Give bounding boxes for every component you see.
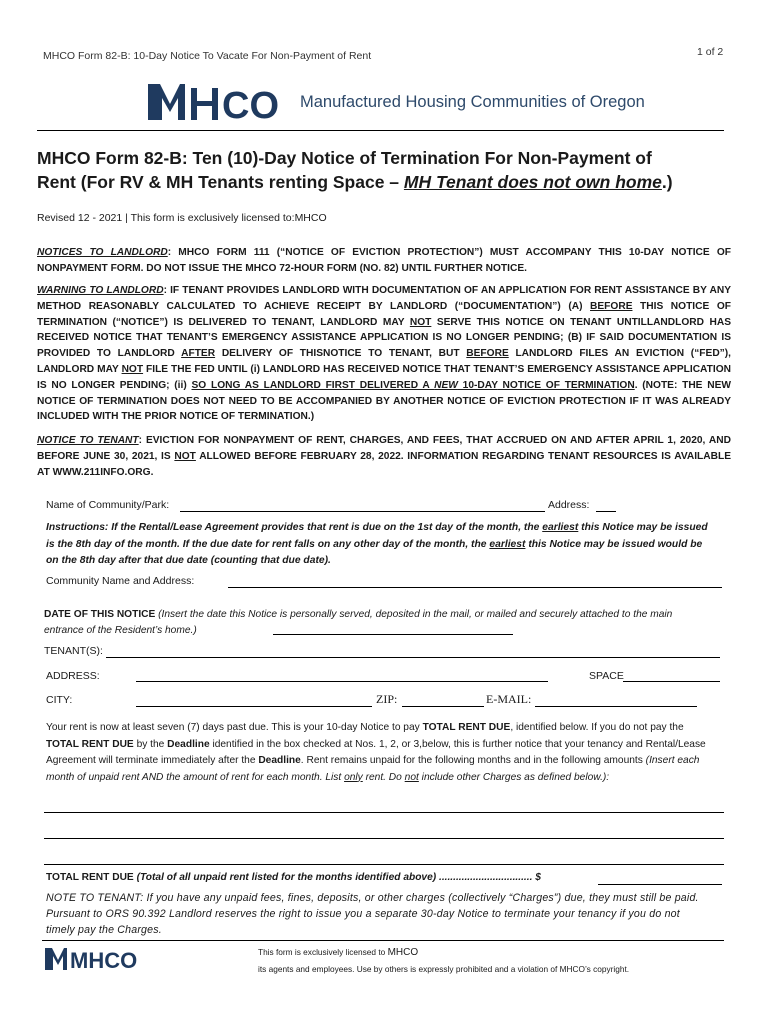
total-rent-due-field[interactable] [598, 884, 722, 885]
revised-line: Revised 12 - 2021 | This form is exclusively licensed to:MHCO [37, 212, 327, 224]
instructions: Instructions: If the Rental/Lease Agreement provides that rent is due on the 1st day of the month, the earliest this Notice may be issued is the 8th day of the month. If the due date for rent falls on any other day of the month, the earliest this Notice may be issued would be on the 8th day after that due date (counting that due date). [46, 522, 708, 566]
community-name-address-label: Community Name and Address: [46, 575, 195, 587]
unpaid-rent-line-3[interactable] [44, 864, 724, 865]
zip-label: ZIP: [376, 692, 398, 706]
org-name: Manufactured Housing Communities of Oregon [300, 93, 645, 111]
community-name-address-field[interactable] [228, 587, 722, 588]
unpaid-rent-line-2[interactable] [44, 838, 724, 839]
page-number: 1 of 2 [697, 46, 724, 58]
page-title [37, 146, 737, 194]
community-park-field[interactable] [180, 511, 545, 512]
zip-field[interactable] [402, 706, 484, 707]
notice-to-tenant: NOTICE TO TENANT: EVICTION FOR NONPAYMENT OF RENT, CHARGES, AND FEES, THAT ACCRUED ON AND AFTER APRIL 1, 2020, AND BEFORE JUNE 30, 2021, IS NOT ALLOWED BEFORE FEBRUARY 28, 2022. INFORMATION REGARDING TENANT RESOURCES IS AVAILABLE AT WWW.211INFO.ORG. [37, 435, 732, 478]
tenants-label: TENANT(S): [44, 645, 103, 657]
address-field[interactable] [136, 681, 548, 682]
city-field[interactable] [136, 706, 372, 707]
svg-text:CO: CO [222, 85, 279, 124]
footer-rule [42, 940, 724, 941]
footer-logo [44, 946, 144, 972]
notice-to-landlord: NOTICES TO LANDLORD: MHCO FORM 111 (“NOTICE OF EVICTION PROTECTION”) MUST ACCOMPANY THIS 10-DAY NOTICE OF NONPAYMENT FORM. DO NOT ISSUE THE MHCO 72-HOUR FORM (NO. 82) UNTIL FURTHER NOTICE. [37, 247, 731, 274]
address-short-field[interactable] [596, 511, 616, 512]
email-label: E-MAIL: [486, 692, 532, 706]
footer-license-line-1: This form is exclusively licensed to MHCO [258, 947, 419, 958]
space-label: SPACE [589, 670, 624, 682]
footer-license [258, 944, 728, 978]
title-line-1: MHCO Form 82-B: Ten (10)-Day Notice of Termination For Non-Payment of [37, 148, 652, 168]
unpaid-rent-line-1[interactable] [44, 812, 724, 813]
footer-logo-mark [44, 946, 144, 972]
form-reference: MHCO Form 82-B: 10-Day Notice To Vacate For Non-Payment of Rent [43, 50, 372, 62]
email-field[interactable] [535, 706, 697, 707]
title-line-2: Rent (For RV & MH Tenants renting Space – MH Tenant does not own home.) [37, 172, 673, 192]
rent-due-paragraph: Your rent is now at least seven (7) days past due. This is your 10-day Notice to pay TOTAL RENT DUE, identified below. If you do not pay the TOTAL RENT DUE by the Deadline identified in the box checked at Nos. 1, 2, or 3,below, this is further notice that your tenancy and Rental/Lease Agreement will terminate immediately after the Deadline. Rent remains unpaid for the following months and in the following amounts (Insert each month of unpaid rent AND the amount of rent for each month. List only rent. Do not include other Charges as defined below.): [46, 722, 706, 783]
footer-logo-text: MHCO [70, 948, 138, 972]
header-rule [37, 130, 724, 131]
total-rent-due: TOTAL RENT DUE (Total of all unpaid rent listed for the months identified above) ................................. $ [46, 872, 541, 883]
address-short-label: Address: [548, 499, 590, 511]
mhco-logo [146, 82, 286, 124]
date-of-notice: DATE OF THIS NOTICE (Insert the date this Notice is personally served, deposited in the mail, or mailed and securely attached to the main entrance of the Resident’s home.) [44, 609, 673, 636]
space-field[interactable] [623, 681, 720, 682]
mhco-logo-mark [146, 82, 286, 124]
tenants-field[interactable] [106, 657, 720, 658]
city-label: CITY: [46, 694, 73, 706]
date-of-notice-field[interactable] [273, 634, 513, 635]
address-label: ADDRESS: [46, 670, 100, 682]
note-to-tenant: NOTE TO TENANT: If you have any unpaid fees, fines, deposits, or other charges (collectively “Charges”) due, they must still be paid. Pursuant to ORS 90.392 Landlord reserves the right to issue you a separate 30-day Notice to terminate your tenancy if you do not timely pay the Charges. [46, 892, 699, 936]
community-park-label: Name of Community/Park: [46, 499, 170, 511]
warning-to-landlord: WARNING TO LANDLORD: IF TENANT PROVIDES LANDLORD WITH DOCUMENTATION OF AN APPLICATION FOR RENT ASSISTANCE BY ANY METHOD REASONABLY CALCULATED TO ACHIEVE RECEIPT BY LANDLORD (“DOCUMENTATION”) (A) BEFORE THIS NOTICE OF TERMINATION (“NOTICE”) IS DELIVERED TO TENANT, LANDLORD MAY NOT SERVE THIS NOTICE ON TENANT UNTILLANDLORD HAS RECEIVED NOTICE THAT TENANT’S EMERGENCY ASSISTANCE APPLICATION IS NO LONGER PENDING; (B) IF SAID DOCUMENTATION IS PROVIDED TO LANDLORD AFTER DELIVERY OF THISNOTICE TO TENANT, BUT BEFORE LANDLORD FILES AN EVICTION (“FED”), LANDLORD MAY NOT FILE THE FED UNTIL (i) LANDLORD HAS RECEIVED NOTICE THAT TENANT’S EMERGENCY ASSISTANCE APPLICATION IS NO LONGER PENDING; (ii) SO LONG AS LANDLORD FIRST DELIVERED A NEW 10-DAY NOTICE OF TERMINATION. (NOTE: THE NEW NOTICE OF TERMINATION DOES NOT NEED TO BE ACCOMPANIED BY ANOTHER NOTICE OF EVICTION PROTECTION IF IT WAS ALREADY INCLUDED WITH THE PRIOR NOTICE OF TERMINATION.) [37, 285, 731, 423]
footer-license-line-2: its agents and employees. Use by others is expressly prohibited and a violation of MHCO’s copyright. [258, 964, 630, 974]
